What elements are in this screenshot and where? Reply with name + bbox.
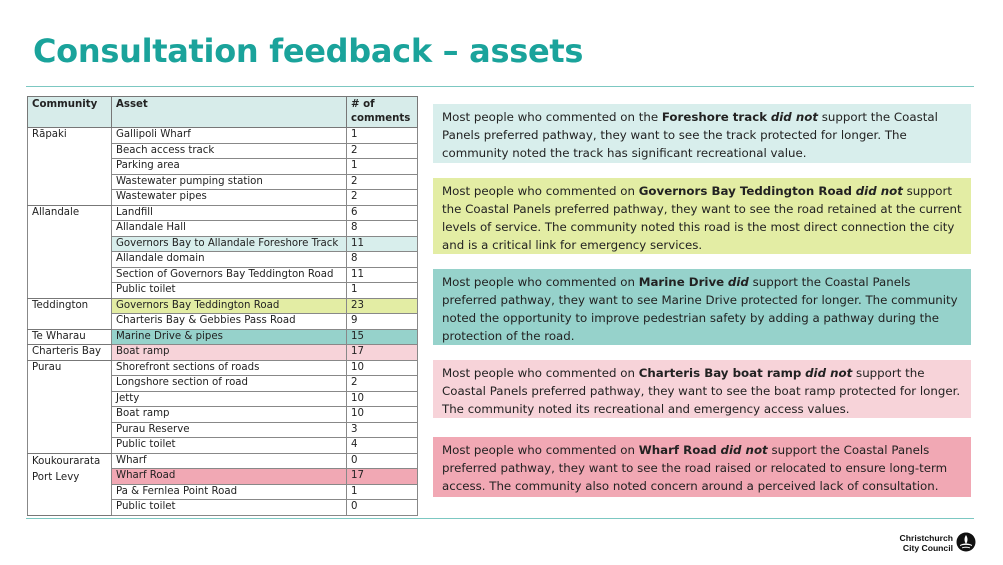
asset-cell: Longshore section of road (112, 376, 347, 392)
asset-cell: Public toilet (112, 500, 347, 516)
table-row-highlighted (28, 329, 418, 345)
callout-marine-drive (433, 269, 971, 345)
asset-cell: Wastewater pumping station (112, 174, 347, 190)
asset-cell: Parking area (112, 159, 347, 175)
asset-cell: Boat ramp (112, 345, 347, 361)
community-cell: Te Wharau (28, 329, 112, 345)
callout-text: support the Coastal Panels preferred pathway, they want to see Marine Drive protected for longer. The community noted the opportunity to improve pedestrian safety by adding a pathway during the protection of the road. (442, 275, 958, 343)
asset-cell: Landfill (112, 205, 347, 221)
count-cell: 10 (347, 360, 418, 376)
logo-line1: Christchurch (899, 533, 953, 543)
footer-divider (26, 518, 974, 519)
table-row (28, 128, 418, 144)
callout-subject: Foreshore track (661, 110, 768, 124)
callout-governors-bay-road (433, 178, 971, 254)
callout-text: support the Coastal Panels preferred pathway, they want to see the road raised or relocated to ensure long-term access. The community also noted concern around a perceived lack of consultation. (442, 443, 948, 493)
callout-text: support the Coastal Panels preferred pathway, they want to see the boat ramp protected for longer. The community noted its recreational and emergency access values. (442, 366, 961, 416)
count-cell: 2 (347, 174, 418, 190)
asset-cell: Pa & Fernlea Point Road (112, 484, 347, 500)
callout-text: Most people who commented on (442, 366, 639, 380)
community-cell: Koukourarata Port Levy (28, 453, 112, 515)
count-cell: 11 (347, 236, 418, 252)
count-cell: 17 (347, 345, 418, 361)
callout-subject: Governors Bay Teddington Road (638, 184, 852, 198)
asset-cell: Jetty (112, 391, 347, 407)
count-cell: 2 (347, 190, 418, 206)
count-cell: 4 (347, 438, 418, 454)
asset-cell: Marine Drive & pipes (112, 329, 347, 345)
asset-cell: Beach access track (112, 143, 347, 159)
count-cell: 0 (347, 453, 418, 469)
count-cell: 8 (347, 252, 418, 268)
asset-cell: Shorefront sections of roads (112, 360, 347, 376)
count-cell: 9 (347, 314, 418, 330)
count-cell: 0 (347, 500, 418, 516)
count-cell: 1 (347, 159, 418, 175)
callout-subject: Charteris Bay boat ramp (638, 366, 802, 380)
callout-stance: did not (720, 443, 768, 457)
count-cell: 15 (347, 329, 418, 345)
community-cell: Charteris Bay (28, 345, 112, 361)
asset-cell: Wastewater pipes (112, 190, 347, 206)
community-cell: Purau (28, 360, 112, 453)
callout-text: Most people who commented on the (442, 110, 662, 124)
asset-cell: Boat ramp (112, 407, 347, 423)
title-divider (26, 86, 974, 87)
community-cell: Teddington (28, 298, 112, 329)
callout-text: Most people who commented on (442, 443, 639, 457)
asset-cell: Public toilet (112, 438, 347, 454)
asset-cell: Public toilet (112, 283, 347, 299)
council-logo (893, 532, 975, 554)
callout-stance: did not (855, 184, 903, 198)
count-cell: 10 (347, 407, 418, 423)
header-comments: # of comments (347, 97, 418, 128)
table-row (28, 205, 418, 221)
callout-text: support the Coastal Panels preferred pathway, they want to see the road retained at the current levels of service. The community noted this road is the most direct connection the city and is a critical link for emergency services. (442, 184, 962, 252)
header-community: Community (28, 97, 112, 128)
callout-stance: did (727, 275, 749, 289)
header-asset: Asset (112, 97, 347, 128)
asset-cell: Wharf (112, 453, 347, 469)
asset-cell: Wharf Road (112, 469, 347, 485)
asset-cell: Allandale Hall (112, 221, 347, 237)
asset-cell: Allandale domain (112, 252, 347, 268)
table-row-highlighted (28, 298, 418, 314)
count-cell: 3 (347, 422, 418, 438)
table-row (28, 453, 418, 469)
callout-subject: Wharf Road (638, 443, 717, 457)
count-cell: 10 (347, 391, 418, 407)
count-cell: 1 (347, 128, 418, 144)
count-cell: 1 (347, 283, 418, 299)
table-row (28, 360, 418, 376)
callout-text: support the Coastal Panels preferred pathway, they want to see the track protected for longer. The community noted the track has significant recreational value. (442, 110, 938, 160)
logo-text (893, 533, 953, 553)
count-cell: 23 (347, 298, 418, 314)
count-cell: 6 (347, 205, 418, 221)
asset-cell: Purau Reserve (112, 422, 347, 438)
table-row-highlighted (28, 345, 418, 361)
asset-cell: Gallipoli Wharf (112, 128, 347, 144)
asset-cell: Charteris Bay & Gebbies Pass Road (112, 314, 347, 330)
callout-text: Most people who commented on (442, 184, 639, 198)
callout-foreshore-track (433, 104, 971, 163)
logo-line2: City Council (902, 543, 953, 553)
count-cell: 1 (347, 484, 418, 500)
callout-charteris-bay-boat-ramp (433, 360, 971, 418)
callout-stance: did not (770, 110, 818, 124)
community-cell: Allandale (28, 205, 112, 298)
assets-table (27, 96, 418, 516)
count-cell: 11 (347, 267, 418, 283)
christchurch-logo-icon (956, 532, 976, 552)
asset-cell: Section of Governors Bay Teddington Road (112, 267, 347, 283)
count-cell: 2 (347, 143, 418, 159)
page-title: Consultation feedback – assets (33, 32, 584, 70)
count-cell: 8 (347, 221, 418, 237)
community-cell: Rāpaki (28, 128, 112, 206)
callout-wharf-road (433, 437, 971, 497)
count-cell: 2 (347, 376, 418, 392)
callout-text: Most people who commented on (442, 275, 639, 289)
table-header-row (28, 97, 418, 128)
asset-cell: Governors Bay Teddington Road (112, 298, 347, 314)
asset-cell: Governors Bay to Allandale Foreshore Track (112, 236, 347, 252)
count-cell: 17 (347, 469, 418, 485)
callout-stance: did not (805, 366, 853, 380)
callout-subject: Marine Drive (638, 275, 725, 289)
